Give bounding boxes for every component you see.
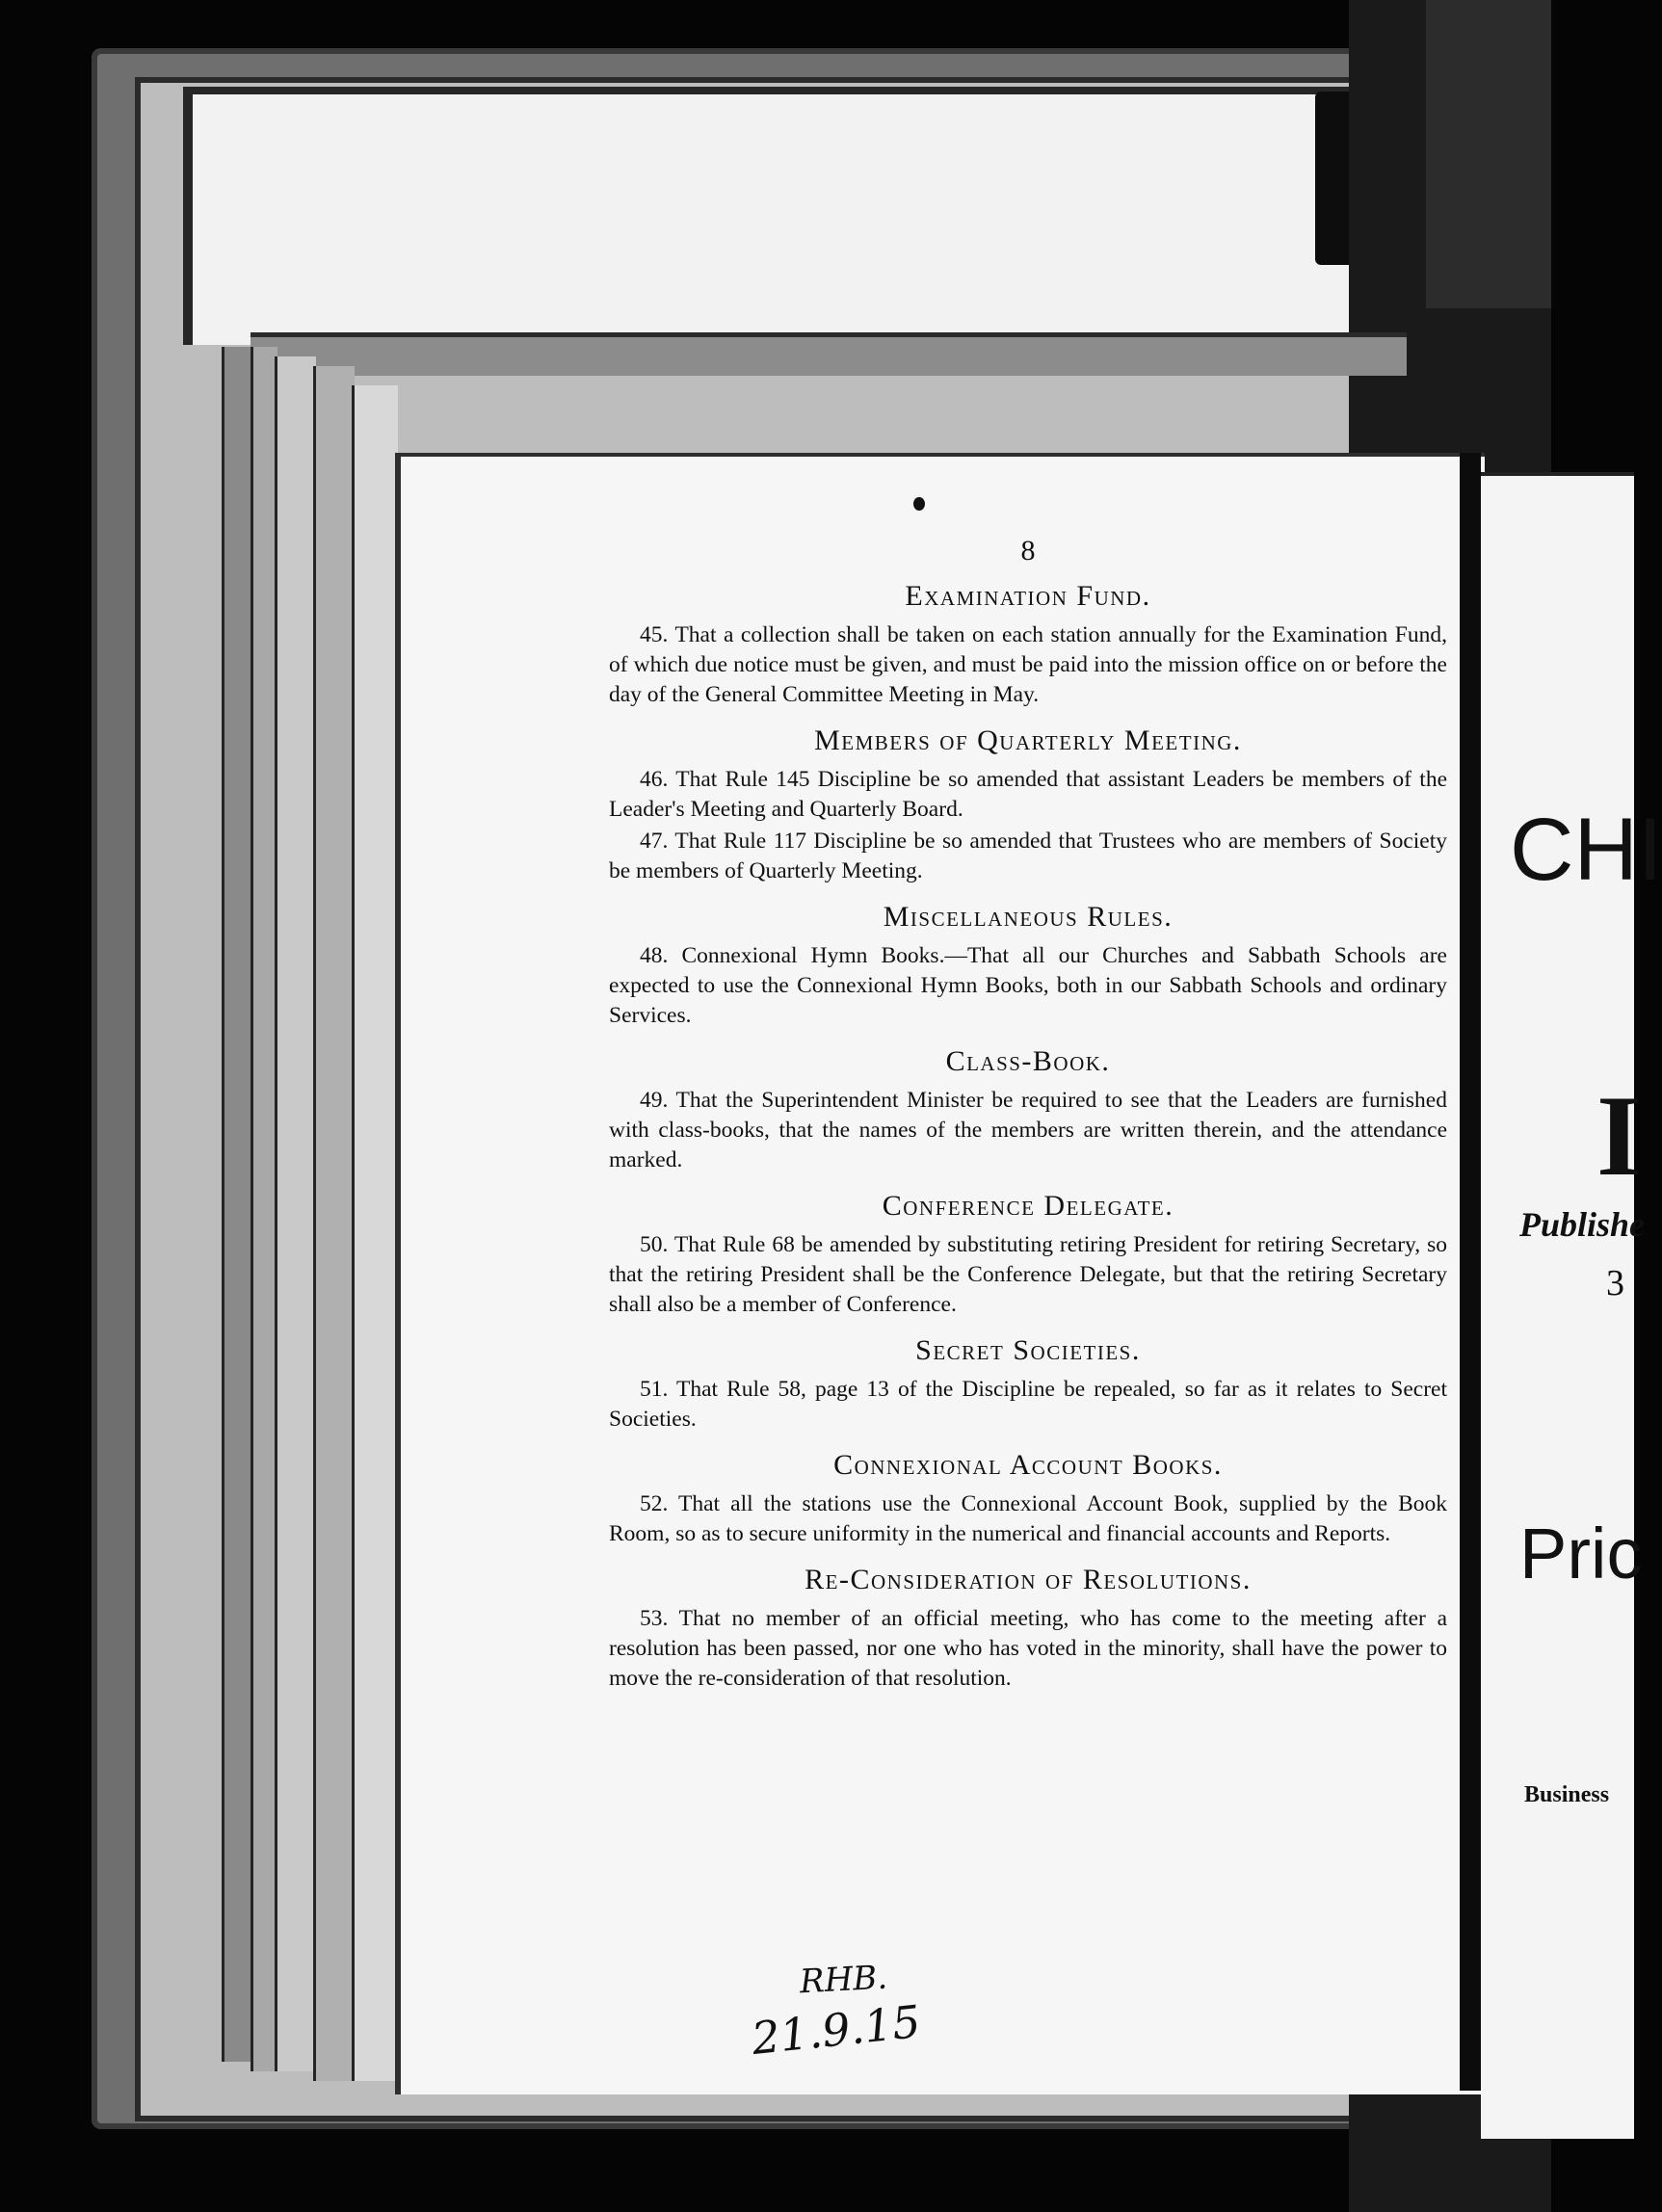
facing-page-fragment: Publishe (1519, 1205, 1646, 1244)
rule-paragraph: 48. Connexional Hymn Books.—That all our Churches and Sabbath Schools are expected to use the Connexional Hymn Books, both in our Sabbath Schools and ordinary Services. (609, 943, 1447, 1028)
section-title: Conference Delegate. (882, 1190, 1174, 1222)
section-title: Miscellaneous Rules. (883, 901, 1174, 933)
rule-paragraph: 49. That the Superintendent Minister be required to see that the Leaders are furnished with class-books, that the names of the members are written therein, and the attendance marked. (609, 1088, 1447, 1172)
facing-page-fragment: I (1596, 1071, 1642, 1199)
facing-page (1481, 472, 1662, 2139)
handwritten-initials: RHB. (799, 1958, 889, 2002)
page-stack-edge (251, 347, 277, 2071)
rule-paragraph: 45. That a collection shall be taken on each station annually for the Examination Fund, of which due notice must be given, and must be paid into the mission office on or before the day of the General Committee Meeting in May. (609, 622, 1447, 707)
rule-paragraph: 50. That Rule 68 be amended by substituting retiring President for retiring Secretary, so that the retiring President shall be the Conference Delegate, but that the retiring Secretary shall also be a member of Conference. (609, 1232, 1447, 1317)
binder-tab (1315, 92, 1354, 265)
handwritten-date: 21.9.15 (749, 1994, 923, 2066)
page-stack-edge (352, 385, 398, 2081)
rule-paragraph: 52. That all the stations use the Connexional Account Book, supplied by the Book Room, so as to secure uniformity in the numerical and financial accounts and Reports. (609, 1491, 1447, 1546)
rule-paragraph: 47. That Rule 117 Discipline be so amended that Trustees who are members of Society be members of Quarterly Meeting. (609, 829, 1447, 883)
page-number: 8 (1020, 535, 1036, 566)
rule-paragraph: 51. That Rule 58, page 13 of the Discipline be repealed, so far as it relates to Secret Societies. (609, 1377, 1447, 1432)
section-title: Re-Consideration of Resolutions. (805, 1564, 1252, 1595)
section-title: Secret Societies. (915, 1334, 1141, 1366)
page-stack-edge (313, 366, 355, 2081)
section-title: Connexional Account Books. (833, 1449, 1223, 1481)
page-gutter (1460, 453, 1481, 2091)
page-stack-edge (222, 347, 253, 2062)
section-title: Examination Fund. (905, 580, 1151, 612)
section-title: Members of Quarterly Meeting. (814, 724, 1242, 756)
rule-paragraph: 46. That Rule 145 Discipline be so amended that assistant Leaders be members of the Leader's Meeting and Quarterly Board. (609, 767, 1447, 822)
spine-band (1426, 0, 1551, 308)
bullet-mark-icon (913, 497, 925, 511)
facing-page-fragment: Business (1524, 1782, 1610, 1807)
page-stack-edge (275, 356, 316, 2071)
page-content (609, 536, 1447, 1694)
page-stack-top-edge (251, 332, 1407, 376)
facing-page-rule (1481, 472, 1634, 476)
rule-paragraph: 53. That no member of an official meeting, who has come to the meeting after a resolution has been passed, nor one who has voted in the minority, shall have the power to move the re-consideration of that resolution. (609, 1606, 1447, 1691)
facing-page-fragment: Pric (1519, 1514, 1643, 1593)
section-title: Class-Book. (945, 1045, 1111, 1077)
facing-page-fragment: 3 (1606, 1263, 1624, 1304)
back-sheet (183, 87, 1349, 345)
facing-page-fragment: CHI (1510, 801, 1662, 899)
